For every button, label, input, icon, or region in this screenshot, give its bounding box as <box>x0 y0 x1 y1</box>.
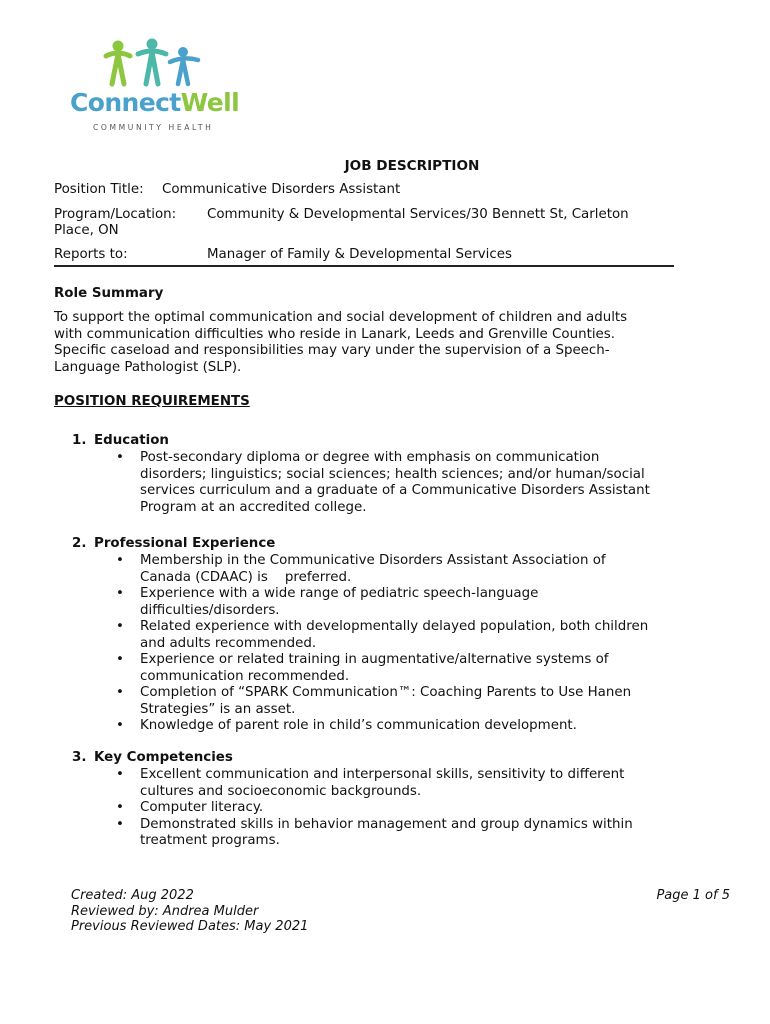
position-title-label: Position Title: <box>54 182 144 197</box>
page-number: Page 1 of 5 <box>656 888 730 903</box>
created-date: Created: Aug 2022 <box>71 888 194 903</box>
section-key-competencies-title: 3. Key Competencies <box>72 750 233 765</box>
list-item: • Computer literacy. <box>116 800 264 815</box>
key-competencies-list <box>116 767 676 850</box>
list-item: • Membership in the Communicative Disorders Assistant Association of Canada (CDAAC) is preferred. <box>116 553 606 585</box>
program-location-label: Program/Location: <box>54 207 177 222</box>
professional-experience-list <box>116 553 676 735</box>
list-item: • Experience or related training in augmentative/alternative systems of communication recommended. <box>116 652 609 684</box>
people-figures-icon <box>66 38 242 94</box>
list-item: • Post-secondary diploma or degree with emphasis on communication disorders; linguistics; social sciences; health sciences; and/or human/social services curriculum and a graduate of a Communicative Disorders Assistant Program at an accredited college. <box>116 450 650 515</box>
reviewed-by: Reviewed by: Andrea Mulder <box>71 903 259 919</box>
program-location-value: Community & Developmental Services/30 Bennett St, Carleton <box>207 207 629 222</box>
previous-review-dates: Previous Reviewed Dates: May 2021 <box>71 919 309 934</box>
list-item: • Related experience with developmentally delayed population, both children and adults recommended. <box>116 619 649 651</box>
list-item: • Knowledge of parent role in child’s communication development. <box>116 718 577 733</box>
document-footer <box>71 888 308 935</box>
list-item: • Completion of “SPARK Communication™: Coaching Parents to Use Hanen Strategies” is an asset. <box>116 685 632 717</box>
position-title-value: Communicative Disorders Assistant <box>162 182 401 197</box>
logo-wordmark: ConnectWell <box>70 88 240 117</box>
section-education-title: 1. Education <box>72 433 169 448</box>
list-item: • Excellent communication and interpersonal skills, sensitivity to different cultures and socioeconomic backgrounds. <box>116 767 625 799</box>
logo-tagline: COMMUNITY HEALTH <box>93 123 214 132</box>
role-summary-text: To support the optimal communication and social development of children and adults with communication difficulties who reside in Lanark, Leeds and Grenville Counties. Specific caseload and responsibilities may vary under the supervision of a Speech- Language Pathologist (SLP). <box>54 310 628 375</box>
role-summary-heading: Role Summary <box>54 286 164 301</box>
header-divider <box>54 265 674 267</box>
list-item: • Experience with a wide range of pediatric speech-language difficulties/disorders. <box>116 586 539 618</box>
reports-to-value: Manager of Family & Developmental Services <box>207 247 512 262</box>
position-requirements-heading: POSITION REQUIREMENTS <box>54 394 250 409</box>
connectwell-logo <box>66 38 242 134</box>
reports-to-label: Reports to: <box>54 247 128 262</box>
section-professional-experience-title: 2. Professional Experience <box>72 536 276 551</box>
list-item: • Demonstrated skills in behavior management and group dynamics within treatment programs. <box>116 816 633 848</box>
document-title: JOB DESCRIPTION <box>344 158 480 174</box>
education-list <box>116 450 676 516</box>
